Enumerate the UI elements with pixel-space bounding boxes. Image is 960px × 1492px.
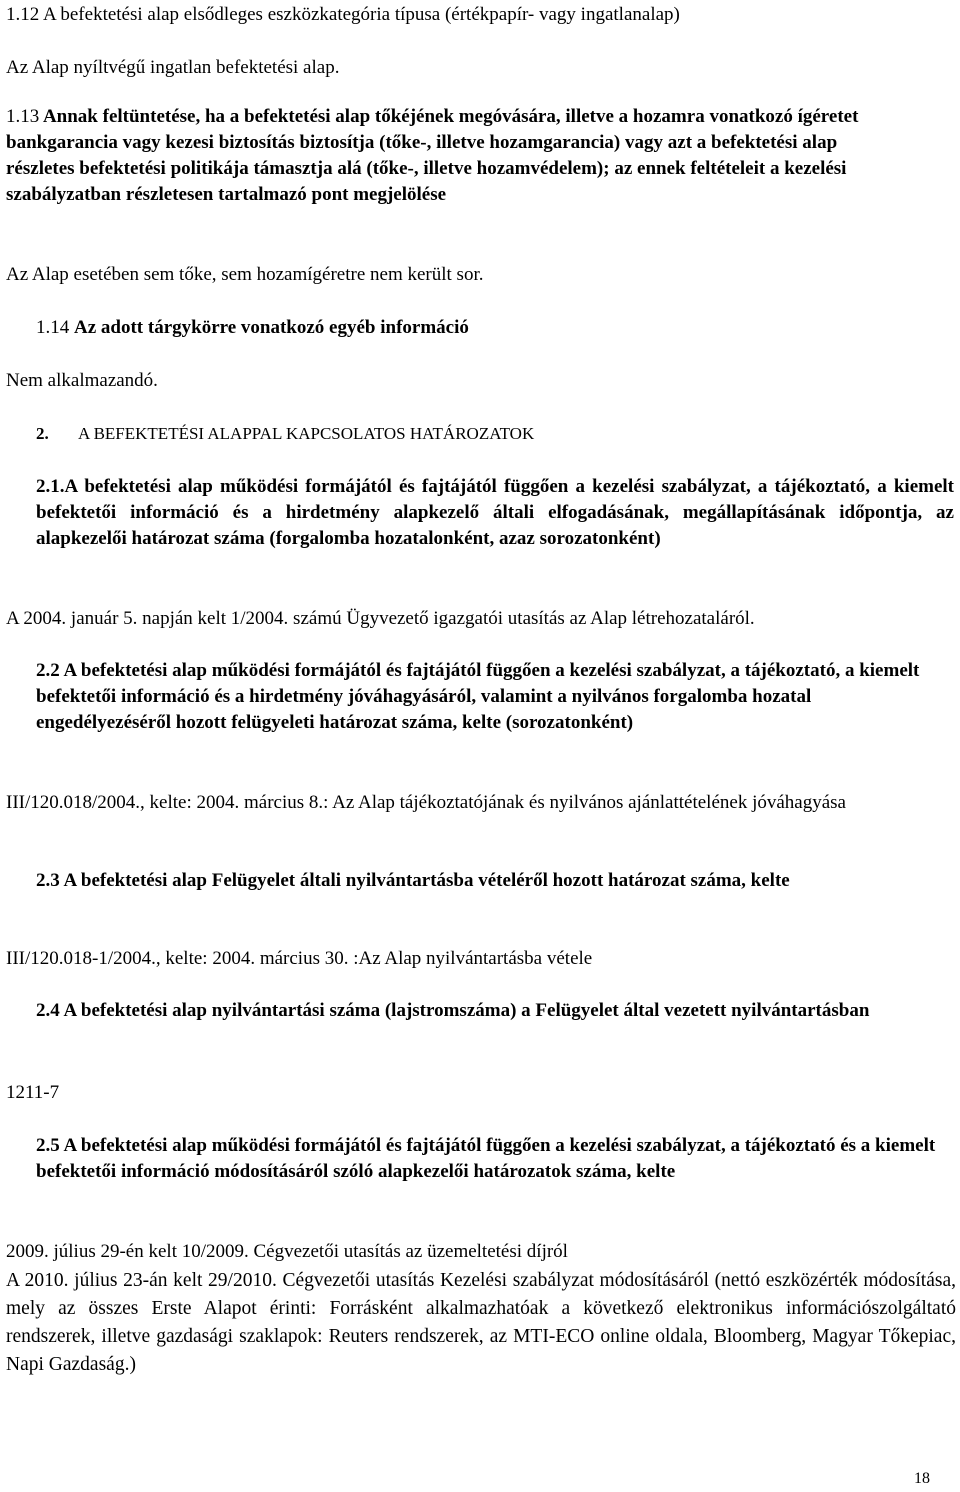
text-1-14-answer: Nem alkalmazandó.	[6, 370, 158, 391]
heading-2-2-title: A befektetési alap működési formájától és fajtájától függően a kezelési szabályzat, a tájékoztató, a kiemelt befektetői információ és a hirdetmény jóváhagyásáról, valamint a nyilvános forgalomba hozatal engedélyezéséről hozott felügyeleti határozat száma, kelte (sorozatonként)	[36, 660, 920, 733]
heading-2-1-number: 2.1	[36, 476, 60, 497]
heading-2-3-number: 2.3	[36, 870, 60, 891]
heading-2-4	[36, 998, 936, 1024]
heading-2-5	[36, 1133, 936, 1185]
heading-2-1	[36, 474, 954, 552]
heading-1-13-number: 1.13	[6, 106, 40, 127]
heading-1-14-number: 1.14	[36, 317, 70, 338]
text-2-1-answer: A 2004. január 5. napján kelt 1/2004. számú Ügyvezető igazgatói utasítás az Alap létrehozataláról.	[6, 608, 755, 629]
heading-2-5-number: 2.5	[36, 1135, 60, 1156]
heading-1-14	[36, 315, 936, 341]
heading-2-5-title: A befektetési alap működési formájától és fajtájától függően a kezelési szabályzat, a tájékoztató és a kiemelt befektetői információ módosításáról szóló alapkezelői határozatok száma, kelte	[36, 1135, 936, 1182]
heading-2-3	[36, 868, 936, 894]
text-1-12-answer: Az Alap nyíltvégű ingatlan befektetési alap.	[6, 57, 340, 78]
page-number: 18	[914, 1470, 930, 1487]
heading-2-number: 2.	[36, 424, 49, 443]
heading-2-1-title: .A befektetési alap működési formájától és fajtájától függően a kezelési szabályzat, a tájékoztató, a kiemelt befektetői információ és a hirdetmény alapkezelő általi elfogadásának, megállapításának időpontja, az alapkezelői határozat száma (forgalomba hozatalonként, azaz sorozatonként)	[36, 476, 954, 549]
heading-1-13	[6, 104, 906, 208]
heading-2	[36, 421, 936, 447]
heading-2-2	[36, 658, 936, 736]
text-2-5-answer-1: 2009. július 29-én kelt 10/2009. Cégvezetői utasítás az üzemeltetési díjról	[6, 1241, 568, 1262]
text-2-3-answer: III/120.018-1/2004., kelte: 2004. március 30. :Az Alap nyilvántartásba vétele	[6, 948, 593, 969]
heading-2-4-title: A befektetési alap nyilvántartási száma (lajstromszáma) a Felügyelet által vezetett nyilvántartásban	[63, 1000, 870, 1021]
text-2-5-answer-2: A 2010. július 23-án kelt 29/2010. Cégvezetői utasítás Kezelési szabályzat módosításáról (nettó eszközérték módosítása, mely az összes Erste Alapot érinti: Forrásként alkalmazhatóak a következő elektronikus információszolgáltató rendszerek, illetve gazdasági szaklapok: Reuters rendszerek, az MTI-ECO online oldala, Bloomberg, Magyar Tőkepiac, Napi Gazdaság.)	[6, 1270, 956, 1375]
heading-2-2-number: 2.2	[36, 660, 60, 681]
heading-2-3-title: A befektetési alap Felügyelet általi nyilvántartásba vételéről hozott határozat száma, kelte	[63, 870, 790, 891]
text-2-4-answer: 1211-7	[6, 1082, 60, 1103]
heading-1-14-title: Az adott tárgykörre vonatkozó egyéb információ	[74, 317, 469, 338]
text-2-2-answer: III/120.018/2004., kelte: 2004. március 8.: Az Alap tájékoztatójának és nyilvános ajánlattételének jóváhagyása	[6, 792, 846, 813]
heading-2-4-number: 2.4	[36, 1000, 60, 1021]
heading-1-12-title: A befektetési alap elsődleges eszközkategória típusa (értékpapír- vagy ingatlanalap)	[42, 4, 680, 25]
heading-2-title: A BEFEKTETÉSI ALAPPAL KAPCSOLATOS HATÁROZATOK	[78, 424, 535, 443]
heading-1-12-number: 1.12	[6, 4, 40, 25]
heading-1-13-title: Annak feltüntetése, ha a befektetési alap tőkéjének megóvására, illetve a hozamra vonatkozó ígéretet bankgarancia vagy kezesi biztosítás biztosítja (tőke-, illetve hozamgarancia) vagy azt a befektetési alap részletes befektetési politikája támasztja alá (tőke-, illetve hozamvédelem); az ennek feltételeit a kezelési szabályzatban részletesen tartalmazó pont megjelölése	[6, 106, 859, 205]
heading-1-12	[6, 2, 946, 28]
text-1-13-answer: Az Alap esetében sem tőke, sem hozamígéretre nem került sor.	[6, 264, 484, 285]
